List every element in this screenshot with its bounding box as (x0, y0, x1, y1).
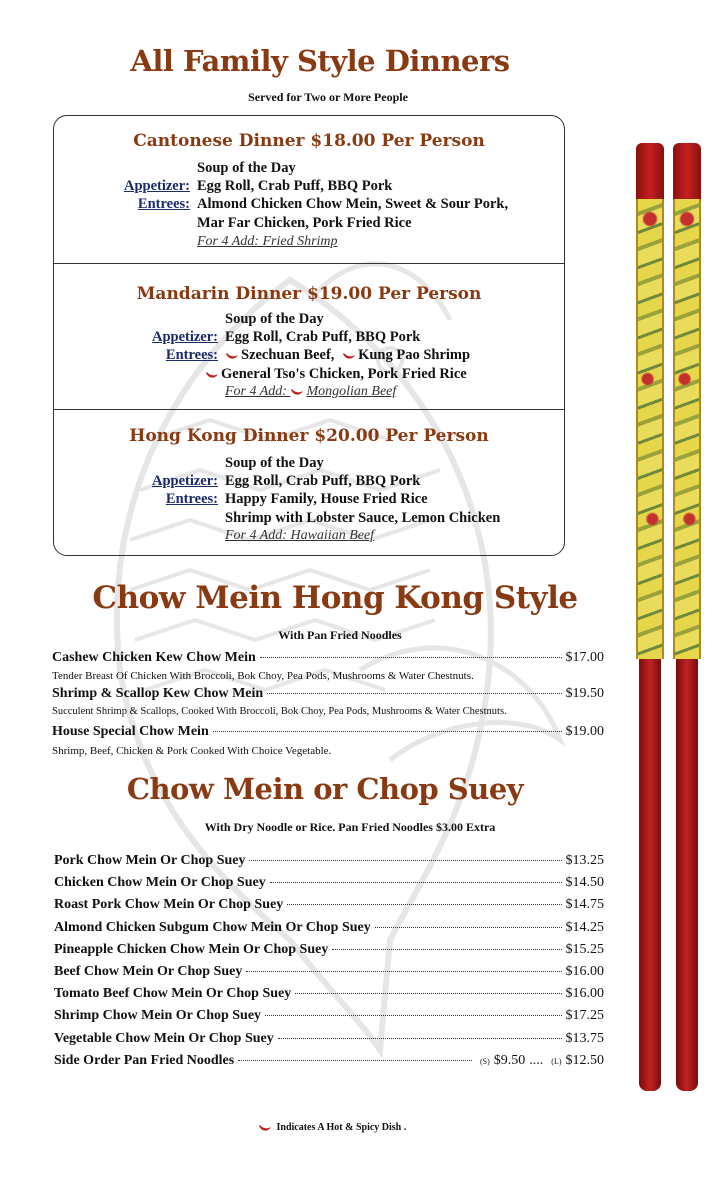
mandarin-entree-b: Kung Pao Shrimp (358, 347, 471, 363)
menu-item (54, 897, 604, 913)
menu-item (54, 875, 604, 891)
menu-item (54, 942, 604, 958)
menu-item-name: Pork Chow Mein Or Chop Suey (54, 853, 246, 868)
cantonese-dinner-title: Cantonese Dinner $18.00 Per Person (133, 131, 485, 151)
menu-item-price: $16.00 (565, 986, 604, 1002)
hongkong-entrees-line2: Shrimp with Lobster Sauce, Lemon Chicken (225, 510, 501, 526)
menu-item-name: Vegetable Chow Mein Or Chop Suey (54, 1030, 274, 1046)
chopstick-right (673, 143, 701, 1091)
menu-item-name: Roast Pork Chow Mein Or Chop Suey (54, 897, 284, 913)
hk-style-title: Chow Mein Hong Kong Style (92, 580, 578, 616)
hot-spicy-pepper-icon (225, 352, 239, 360)
menu-item-price-large: $12.50 (565, 1053, 604, 1068)
dot-leader (260, 657, 562, 658)
hongkong-dinner-title: Hong Kong Dinner $20.00 Per Person (129, 426, 489, 446)
chop-suey-title: Chow Mein or Chop Suey (126, 772, 524, 806)
dinner-divider (54, 263, 564, 264)
menu-item-description: Shrimp, Beef, Chicken & Pork Cooked With Choice Vegetable. (52, 745, 332, 757)
hongkong-appetizer: Egg Roll, Crab Puff, BBQ Pork (225, 473, 421, 489)
size-small-label: (S) (480, 1057, 490, 1066)
hot-spicy-pepper-icon (258, 1124, 272, 1132)
menu-item (54, 986, 604, 1002)
mandarin-entrees-label: Entrees: (165, 347, 218, 363)
dot-leader (267, 693, 561, 694)
hot-spicy-pepper-icon (205, 371, 219, 379)
menu-item-name: Cashew Chicken Kew Chow Mein (52, 650, 256, 665)
menu-item-price: $13.25 (565, 853, 604, 868)
menu-item-name: Beef Chow Mein Or Chop Suey (54, 964, 243, 979)
price-separator: .... (529, 1053, 544, 1068)
dot-leader (213, 731, 562, 732)
menu-item-price: $17.00 (565, 650, 604, 665)
menu-item (54, 920, 604, 936)
cantonese-appetizer: Egg Roll, Crab Puff, BBQ Pork (197, 178, 393, 194)
menu-item (52, 650, 604, 666)
menu-item-price: $19.50 (565, 686, 604, 701)
mandarin-dinner-title: Mandarin Dinner $19.00 Per Person (136, 284, 482, 304)
menu-item-price: $17.25 (565, 1008, 604, 1024)
size-large-label: (L) (551, 1057, 562, 1066)
dinner-divider (54, 409, 564, 410)
menu-item-name: Shrimp Chow Mein Or Chop Suey (54, 1008, 262, 1024)
page-title: All Family Style Dinners (130, 44, 510, 78)
hongkong-appetizer-label: Appetizer: (151, 473, 218, 489)
menu-item-price: $14.50 (565, 875, 604, 891)
menu-item-price: $14.25 (565, 919, 604, 935)
menu-item-price: $19.00 (565, 724, 604, 739)
dot-leader (270, 882, 562, 883)
dot-leader (246, 971, 561, 972)
footnote-text: Indicates A Hot & Spicy Dish . (276, 1122, 407, 1133)
menu-item-name: Chicken Chow Mein Or Chop Suey (54, 875, 266, 891)
menu-item-description: Succulent Shrimp & Scallops, Cooked With Broccoli, Bok Choy, Pea Pods, Mushrooms & Water Chestnuts. (52, 706, 507, 717)
mandarin-addon-prefix: For 4 Add: (225, 384, 287, 399)
hongkong-entrees-label: Entrees: (165, 491, 218, 507)
menu-item-price: $13.75 (565, 1030, 604, 1046)
menu-item (54, 1008, 604, 1024)
hongkong-soup: Soup of the Day (225, 455, 324, 471)
menu-item-name: Shrimp & Scallop Kew Chow Mein (52, 686, 264, 701)
mandarin-entree-a: Szechuan Beef, (241, 347, 335, 363)
mandarin-appetizer: Egg Roll, Crab Puff, BBQ Pork (225, 329, 421, 345)
hongkong-addon: For 4 Add: Hawaiian Beef (225, 528, 375, 543)
hk-style-subtitle: With Pan Fried Noodles (278, 628, 402, 642)
dot-leader (278, 1038, 562, 1039)
menu-item-name: House Special Chow Mein (52, 724, 209, 739)
menu-item (52, 686, 604, 702)
dot-leader (295, 993, 561, 994)
menu-item-price-small: $9.50 (493, 1053, 526, 1068)
hot-spicy-pepper-icon (290, 388, 304, 396)
family-dinners-box (53, 115, 565, 556)
mandarin-entree-c: General Tso's Chicken, Pork Fried Rice (221, 366, 467, 382)
menu-item (52, 724, 604, 740)
cantonese-addon: For 4 Add: Fried Shrimp (197, 234, 338, 249)
cantonese-entrees-label: Entrees: (137, 196, 190, 212)
hongkong-entrees-line1: Happy Family, House Fried Rice (225, 491, 428, 507)
cantonese-appetizer-label: Appetizer: (123, 178, 190, 194)
cantonese-entrees-line1: Almond Chicken Chow Mein, Sweet & Sour Pork, (197, 196, 509, 212)
menu-item-name: Pineapple Chicken Chow Mein Or Chop Suey (54, 941, 329, 957)
hot-spicy-pepper-icon (342, 352, 356, 360)
mandarin-entrees-line2 (205, 366, 467, 383)
dot-leader (332, 949, 561, 950)
cantonese-entrees-line2: Mar Far Chicken, Pork Fried Rice (197, 215, 412, 231)
menu-item-price: $16.00 (565, 964, 604, 979)
menu-item (54, 853, 604, 869)
menu-item (54, 1031, 604, 1047)
menu-item-name: Almond Chicken Subgum Chow Mein Or Chop Suey (54, 919, 371, 935)
menu-item-name: Side Order Pan Fried Noodles (54, 1053, 235, 1068)
mandarin-appetizer-label: Appetizer: (151, 329, 218, 345)
mandarin-entrees-line1 (225, 347, 470, 364)
menu-item-name: Tomato Beef Chow Mein Or Chop Suey (54, 986, 292, 1002)
chop-suey-subtitle: With Dry Noodle or Rice. Pan Fried Noodles $3.00 Extra (204, 820, 496, 834)
menu-item-side-order (54, 1053, 604, 1069)
mandarin-soup: Soup of the Day (225, 311, 324, 327)
menu-item (54, 964, 604, 980)
dot-leader (238, 1060, 472, 1061)
mandarin-addon (225, 384, 396, 400)
mandarin-addon-item: Mongolian Beef (306, 384, 397, 399)
cantonese-soup: Soup of the Day (197, 160, 296, 176)
menu-item-description: Tender Breast Of Chicken With Broccoli, Bok Choy, Pea Pods, Mushrooms & Water Chestnuts. (52, 670, 474, 682)
hot-spicy-footnote (258, 1122, 406, 1133)
menu-item-price: $14.75 (565, 897, 604, 913)
chopstick-left (636, 143, 664, 1091)
menu-item-price: $15.25 (565, 941, 604, 957)
dot-leader (287, 904, 561, 905)
page-subtitle: Served for Two or More People (248, 90, 408, 104)
dot-leader (265, 1015, 561, 1016)
dot-leader (375, 927, 562, 928)
dot-leader (249, 860, 561, 861)
